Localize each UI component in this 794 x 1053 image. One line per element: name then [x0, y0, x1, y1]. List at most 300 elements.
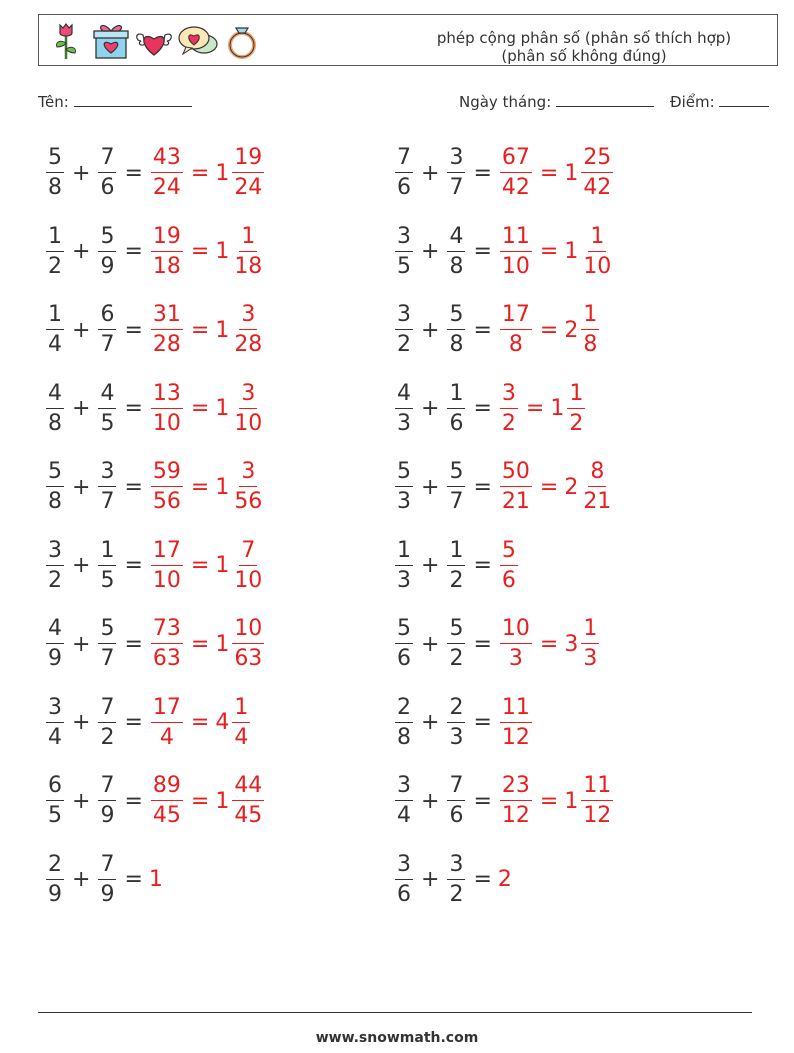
answer-mixed-fraction-denominator: 12	[583, 803, 612, 828]
answer-improper	[500, 461, 532, 513]
problem	[393, 766, 615, 836]
addend-1	[395, 223, 413, 279]
rose-icon	[45, 19, 87, 61]
plus-sign: +	[72, 553, 91, 578]
answer-improper	[151, 147, 183, 199]
addend-2-denominator: 7	[100, 489, 115, 514]
answer-improper	[500, 147, 532, 199]
addend-1-numerator: 5	[46, 461, 64, 487]
answer-equals-sign: =	[190, 396, 210, 421]
answer-improper	[151, 461, 183, 513]
addend-1-numerator: 7	[395, 147, 413, 173]
name-field[interactable]	[38, 92, 192, 111]
answer-mixed-fraction-denominator: 10	[583, 253, 612, 279]
answer-whole: 3	[564, 631, 579, 657]
addend-1	[46, 775, 64, 827]
love-chat-icon	[177, 19, 219, 61]
answer-mixed-fraction	[232, 304, 264, 356]
answer-mixed-fraction	[581, 304, 599, 356]
equals-sign: =	[473, 867, 492, 892]
equals-sign: =	[473, 160, 492, 186]
answer-whole: 1	[550, 396, 565, 421]
answer-mixed-fraction-denominator: 24	[234, 175, 263, 200]
addend-1-denominator: 3	[397, 410, 411, 436]
addend-1-numerator: 6	[46, 775, 64, 801]
answer-whole: 1	[215, 788, 230, 814]
answer-mixed-fraction	[581, 461, 613, 513]
addend-1	[395, 304, 413, 356]
addend-2	[447, 618, 465, 670]
addend-2-numerator: 3	[447, 854, 465, 880]
addend-2	[98, 775, 116, 827]
addend-2-denominator: 7	[100, 646, 115, 671]
answer-improper-denominator: 12	[501, 803, 530, 828]
addend-2-numerator: 4	[447, 226, 465, 252]
addend-2-numerator: 6	[98, 304, 116, 330]
plus-sign: +	[72, 239, 91, 264]
answer-improper	[151, 304, 183, 356]
worksheet-header	[38, 14, 778, 66]
addend-1-numerator: 3	[395, 304, 413, 330]
answer-whole: 1	[215, 396, 230, 421]
addend-1-numerator: 5	[395, 461, 413, 487]
problem	[393, 138, 615, 208]
name-label: Tên:	[38, 93, 69, 111]
problem	[44, 845, 163, 915]
equals-sign: =	[124, 160, 143, 186]
answer-mixed-fraction	[232, 380, 264, 436]
addend-1-denominator: 6	[397, 175, 411, 200]
answer-equals-sign: =	[190, 631, 210, 657]
addend-2-denominator: 7	[449, 489, 464, 514]
addend-2	[98, 223, 116, 279]
addend-1	[46, 380, 64, 436]
addend-2	[447, 775, 465, 827]
equals-sign: =	[124, 867, 143, 892]
plus-sign: +	[421, 396, 440, 421]
addend-2	[447, 223, 465, 279]
answer-equals-sign: =	[190, 317, 210, 343]
problem	[393, 531, 520, 601]
answer-mixed-fraction-numerator: 1	[581, 304, 599, 330]
answer-improper-denominator: 10	[152, 567, 181, 593]
problem	[44, 609, 266, 679]
addend-1	[46, 851, 64, 907]
equals-sign: =	[473, 631, 492, 657]
addend-2	[98, 851, 116, 907]
answer-mixed-fraction-numerator: 1	[232, 697, 250, 723]
addend-2-denominator: 8	[449, 253, 464, 279]
answer-improper-denominator: 2	[501, 410, 516, 436]
addend-1-denominator: 6	[397, 881, 411, 907]
answer-improper	[151, 618, 183, 670]
addend-2	[447, 851, 465, 907]
answer-improper	[500, 223, 532, 279]
addend-1	[395, 851, 413, 907]
answer-improper-numerator: 10	[500, 618, 532, 644]
addend-1	[395, 537, 413, 593]
addend-2	[447, 461, 465, 513]
answer-equals-sign: =	[190, 788, 210, 814]
answer-improper-denominator: 18	[152, 253, 181, 279]
addend-1-denominator: 9	[48, 881, 62, 907]
answer-improper-numerator: 13	[151, 383, 183, 409]
problem	[44, 531, 266, 601]
addend-2-numerator: 5	[98, 618, 116, 644]
answer-mixed-fraction	[232, 461, 264, 513]
answer-whole: 1	[215, 239, 230, 264]
answer-whole: 2	[564, 474, 579, 500]
answer-improper-denominator: 42	[501, 175, 530, 200]
answer-equals-sign: =	[539, 160, 559, 186]
answer-equals-sign: =	[539, 239, 559, 264]
answer-mixed-fraction-denominator: 10	[234, 410, 263, 436]
addend-2-numerator: 5	[447, 461, 465, 487]
addend-2-numerator: 5	[98, 226, 116, 252]
answer-integer: 1	[148, 867, 163, 892]
addend-1-numerator: 3	[46, 540, 64, 566]
title-line-2: (phân số không đúng)	[501, 47, 667, 65]
footer-divider	[38, 1012, 752, 1013]
answer-mixed-fraction-denominator: 2	[569, 410, 584, 436]
answer-improper-denominator: 6	[501, 567, 516, 593]
equals-sign: =	[124, 553, 143, 578]
title-line-1: phép cộng phân số (phân số thích hợp)	[436, 29, 732, 47]
answer-improper-numerator: 59	[151, 461, 183, 487]
addend-1-numerator: 5	[46, 147, 64, 173]
answer-equals-sign: =	[525, 396, 545, 421]
addend-2	[98, 537, 116, 593]
answer-mixed-fraction-denominator: 45	[234, 803, 263, 828]
addend-2	[98, 618, 116, 670]
answer-improper-numerator: 43	[151, 147, 183, 173]
addend-1-denominator: 3	[397, 489, 411, 514]
addend-1	[46, 223, 64, 279]
answer-mixed-fraction-numerator: 8	[588, 461, 606, 487]
addend-1-denominator: 5	[397, 253, 411, 279]
equals-sign: =	[124, 396, 143, 421]
addend-2-numerator: 1	[98, 540, 116, 566]
plus-sign: +	[421, 474, 440, 500]
addend-2-denominator: 8	[449, 332, 464, 357]
gift-icon	[89, 19, 131, 61]
answer-mixed-fraction-numerator: 19	[232, 147, 264, 173]
plus-sign: +	[72, 317, 91, 343]
answer-mixed-fraction	[567, 380, 585, 436]
addend-1	[395, 775, 413, 827]
answer-mixed-fraction-denominator: 8	[583, 332, 598, 357]
answer-improper-denominator: 45	[152, 803, 181, 828]
answer-mixed-fraction	[581, 147, 613, 199]
answer-improper	[500, 618, 532, 670]
addend-2	[447, 694, 465, 750]
equals-sign: =	[124, 474, 143, 500]
answer-mixed-fraction-denominator: 21	[583, 489, 612, 514]
addend-1-denominator: 6	[397, 646, 411, 671]
answer-mixed-fraction-denominator: 56	[234, 489, 263, 514]
answer-mixed-fraction-numerator: 1	[567, 383, 585, 409]
addend-1-denominator: 4	[48, 332, 62, 357]
addend-2-numerator: 7	[98, 147, 116, 173]
answer-improper-denominator: 28	[152, 332, 181, 357]
addend-1	[46, 618, 64, 670]
answer-improper	[500, 775, 532, 827]
addend-2-denominator: 6	[100, 175, 115, 200]
header-icons	[45, 19, 263, 61]
answer-integer: 2	[497, 867, 512, 892]
addend-1	[395, 618, 413, 670]
answer-improper	[151, 223, 183, 279]
addend-1	[395, 147, 413, 199]
addend-2-denominator: 6	[449, 410, 464, 436]
answer-improper-numerator: 5	[500, 540, 518, 566]
score-field[interactable]	[670, 92, 769, 111]
answer-mixed-fraction-numerator: 25	[581, 147, 613, 173]
plus-sign: +	[421, 239, 440, 264]
equals-sign: =	[473, 710, 492, 735]
answer-improper-numerator: 17	[151, 697, 183, 723]
addend-1-denominator: 2	[48, 567, 62, 593]
problem	[393, 845, 512, 915]
date-label: Ngày tháng:	[459, 93, 552, 111]
answer-mixed-fraction-numerator: 10	[232, 618, 264, 644]
plus-sign: +	[421, 160, 440, 186]
addend-2-numerator: 4	[98, 383, 116, 409]
answer-improper-numerator: 11	[500, 226, 532, 252]
plus-sign: +	[72, 474, 91, 500]
answer-whole: 1	[564, 160, 579, 186]
addend-1	[46, 147, 64, 199]
answer-equals-sign: =	[190, 474, 210, 500]
problem	[393, 374, 587, 444]
answer-improper-denominator: 24	[152, 175, 181, 200]
addend-1-denominator: 8	[48, 175, 62, 200]
addend-1-numerator: 1	[46, 226, 64, 252]
equals-sign: =	[124, 710, 143, 735]
answer-mixed-fraction	[232, 694, 250, 750]
answer-mixed-fraction-numerator: 3	[239, 461, 257, 487]
addend-2-numerator: 5	[447, 618, 465, 644]
name-blank[interactable]	[74, 92, 192, 107]
addend-2	[447, 380, 465, 436]
problem	[44, 452, 266, 522]
addend-1-denominator: 4	[397, 803, 411, 828]
plus-sign: +	[72, 160, 91, 186]
answer-whole: 1	[215, 317, 230, 343]
answer-improper-numerator: 17	[500, 304, 532, 330]
equals-sign: =	[473, 474, 492, 500]
addend-1-denominator: 8	[48, 489, 62, 514]
answer-improper-denominator: 56	[152, 489, 181, 514]
answer-improper-numerator: 23	[500, 775, 532, 801]
problem	[393, 452, 615, 522]
answer-mixed-fraction-denominator: 3	[583, 646, 598, 671]
answer-mixed-fraction-denominator: 63	[234, 646, 263, 671]
equals-sign: =	[473, 317, 492, 343]
addend-1-numerator: 4	[395, 383, 413, 409]
addend-1-numerator: 1	[46, 304, 64, 330]
answer-mixed-fraction-denominator: 4	[234, 724, 249, 750]
answer-equals-sign: =	[190, 160, 210, 186]
problem	[44, 295, 266, 365]
addend-1-denominator: 2	[48, 253, 62, 279]
plus-sign: +	[421, 710, 440, 735]
problem	[393, 688, 534, 758]
addend-2-numerator: 7	[447, 775, 465, 801]
answer-mixed-fraction-numerator: 44	[232, 775, 264, 801]
answer-improper	[151, 694, 183, 750]
addend-1-numerator: 3	[46, 697, 64, 723]
answer-whole: 1	[215, 631, 230, 657]
answer-whole: 2	[564, 317, 579, 343]
addend-1	[395, 380, 413, 436]
equals-sign: =	[124, 239, 143, 264]
addend-1-numerator: 1	[395, 540, 413, 566]
addend-1-numerator: 4	[46, 383, 64, 409]
answer-improper-numerator: 3	[500, 383, 518, 409]
addend-1-numerator: 5	[395, 618, 413, 644]
addend-1-numerator: 3	[395, 775, 413, 801]
addend-2-numerator: 3	[98, 461, 116, 487]
problem	[44, 217, 266, 287]
addend-1	[46, 537, 64, 593]
answer-improper-numerator: 50	[500, 461, 532, 487]
plus-sign: +	[421, 553, 440, 578]
score-label: Điểm:	[670, 93, 715, 111]
answer-improper-denominator: 63	[152, 646, 181, 671]
answer-equals-sign: =	[539, 317, 559, 343]
addend-2-numerator: 7	[98, 775, 116, 801]
answer-improper-numerator: 67	[500, 147, 532, 173]
answer-mixed-fraction	[232, 223, 264, 279]
answer-whole: 1	[215, 553, 230, 578]
answer-improper-numerator: 19	[151, 226, 183, 252]
answer-improper	[151, 380, 183, 436]
plus-sign: +	[421, 867, 440, 892]
problem	[44, 766, 266, 836]
answer-improper	[151, 775, 183, 827]
answer-mixed-fraction-denominator: 18	[234, 253, 263, 279]
problem	[44, 138, 266, 208]
problem	[44, 374, 266, 444]
addend-2-denominator: 5	[100, 410, 115, 436]
addend-2-numerator: 2	[447, 697, 465, 723]
answer-equals-sign: =	[190, 553, 210, 578]
addend-1-denominator: 8	[397, 724, 411, 750]
addend-1-numerator: 3	[395, 226, 413, 252]
answer-mixed-fraction-denominator: 42	[583, 175, 612, 200]
addend-2-denominator: 3	[449, 724, 464, 750]
plus-sign: +	[421, 631, 440, 657]
addend-2	[98, 461, 116, 513]
answer-whole: 1	[564, 788, 579, 814]
answer-mixed-fraction	[232, 537, 264, 593]
answer-improper-numerator: 17	[151, 540, 183, 566]
addend-2-denominator: 7	[100, 332, 115, 357]
answer-improper-denominator: 3	[508, 646, 523, 671]
answer-mixed-fraction-numerator: 7	[239, 540, 257, 566]
addend-2-numerator: 1	[447, 383, 465, 409]
addend-2-numerator: 7	[98, 854, 116, 880]
answer-equals-sign: =	[190, 710, 210, 735]
answer-mixed-fraction-numerator: 1	[581, 618, 599, 644]
date-field[interactable]	[459, 92, 654, 111]
addend-1	[46, 694, 64, 750]
answer-mixed-fraction	[581, 618, 599, 670]
addend-2-denominator: 9	[100, 803, 115, 828]
plus-sign: +	[421, 788, 440, 814]
addend-1-numerator: 2	[395, 697, 413, 723]
answer-improper-numerator: 11	[500, 697, 532, 723]
answer-mixed-fraction-numerator: 3	[239, 304, 257, 330]
addend-2-denominator: 2	[449, 567, 464, 593]
answer-improper	[500, 694, 532, 750]
answer-equals-sign: =	[539, 788, 559, 814]
answer-mixed-fraction	[232, 147, 264, 199]
addend-1-numerator: 3	[395, 854, 413, 880]
addend-2-numerator: 1	[447, 540, 465, 566]
plus-sign: +	[72, 867, 91, 892]
addend-1-denominator: 5	[48, 803, 62, 828]
answer-whole: 1	[215, 474, 230, 500]
ring-icon	[221, 19, 263, 61]
footer-url: www.snowmath.com	[315, 1030, 479, 1046]
plus-sign: +	[72, 710, 91, 735]
answer-mixed-fraction-numerator: 1	[588, 226, 606, 252]
date-blank[interactable]	[556, 92, 654, 107]
addend-2	[98, 147, 116, 199]
answer-improper-denominator: 10	[501, 253, 530, 279]
equals-sign: =	[124, 631, 143, 657]
answer-mixed-fraction-numerator: 3	[239, 383, 257, 409]
answer-mixed-fraction-denominator: 10	[234, 567, 263, 593]
plus-sign: +	[72, 788, 91, 814]
addend-1	[395, 694, 413, 750]
answer-mixed-fraction	[581, 775, 613, 827]
addend-2	[98, 380, 116, 436]
addend-2	[98, 304, 116, 356]
addend-2-denominator: 9	[100, 253, 115, 279]
answer-improper-denominator: 21	[501, 489, 530, 514]
addend-1-denominator: 2	[397, 332, 411, 357]
equals-sign: =	[473, 788, 492, 814]
plus-sign: +	[72, 631, 91, 657]
answer-mixed-fraction	[232, 618, 264, 670]
answer-equals-sign: =	[190, 239, 210, 264]
answer-improper	[500, 380, 518, 436]
addend-1	[46, 461, 64, 513]
answer-equals-sign: =	[539, 474, 559, 500]
answer-mixed-fraction-numerator: 11	[581, 775, 613, 801]
addend-1-denominator: 8	[48, 410, 62, 436]
worksheet-title	[419, 29, 749, 65]
winged-heart-icon	[133, 19, 175, 61]
answer-whole: 1	[215, 160, 230, 186]
problem	[393, 295, 601, 365]
answer-mixed-fraction-numerator: 1	[239, 226, 257, 252]
addend-2-numerator: 7	[98, 697, 116, 723]
problem	[393, 609, 601, 679]
addend-1-numerator: 4	[46, 618, 64, 644]
addend-2	[98, 694, 116, 750]
addend-2-numerator: 5	[447, 304, 465, 330]
addend-2	[447, 304, 465, 356]
addend-2-numerator: 3	[447, 147, 465, 173]
answer-equals-sign: =	[539, 631, 559, 657]
answer-improper-numerator: 89	[151, 775, 183, 801]
score-blank[interactable]	[719, 92, 769, 107]
answer-improper-numerator: 31	[151, 304, 183, 330]
